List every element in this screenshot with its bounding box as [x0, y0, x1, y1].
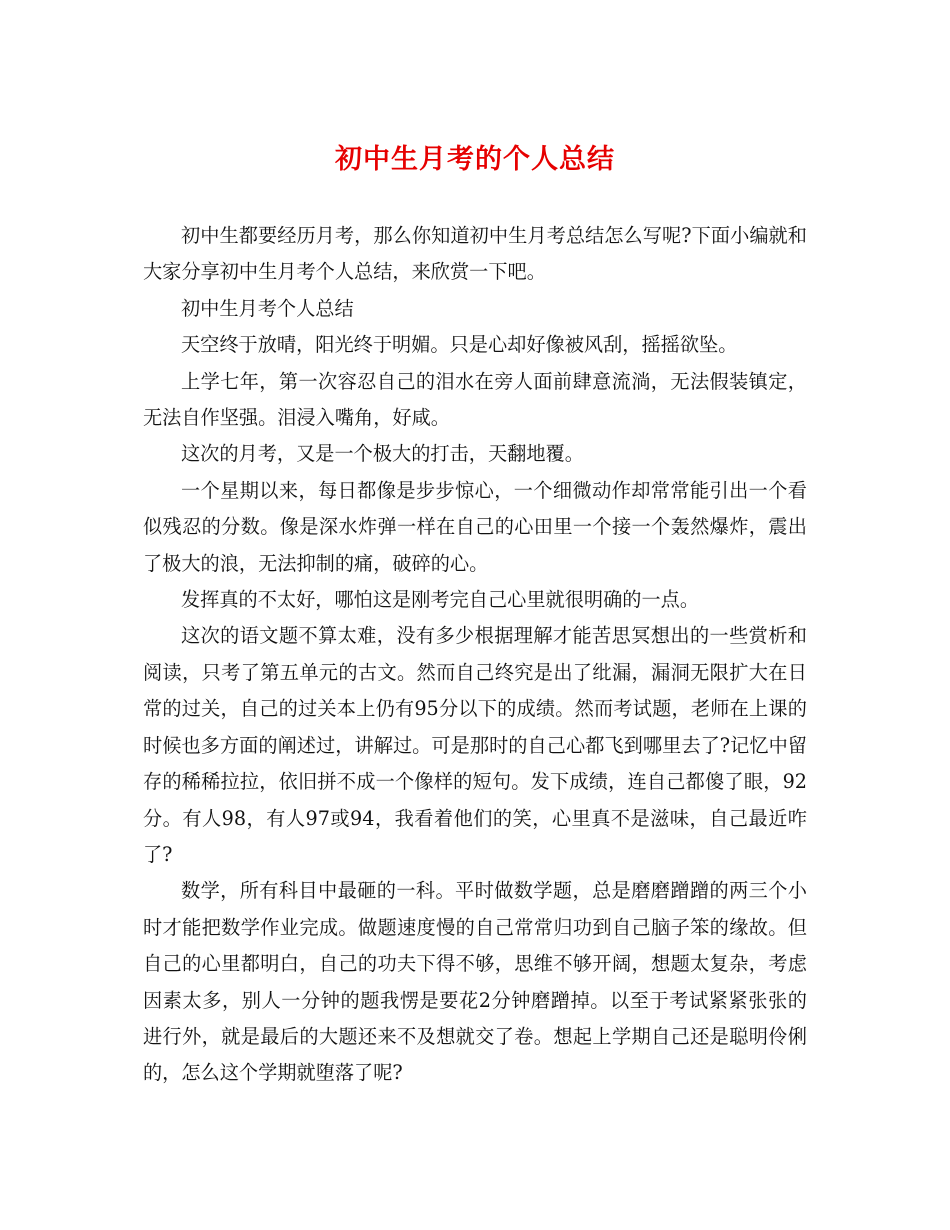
paragraph: 上学七年，第一次容忍自己的泪水在旁人面前肆意流淌，无法假装镇定，无法自作坚强。泪浸入嘴角，好咸。 — [143, 369, 807, 430]
paragraph: 数学，所有科目中最砸的一科。平时做数学题，总是磨磨蹭蹭的两三个小时才能把数学作业完成。做题速度慢的自己常常归功到自己脑子笨的缘故。但自己的心里都明白，自己的功夫下得不够，思维不够开阔，想题太复杂，考虑因素太多，别人一分钟的题我愣是要花2分钟磨蹭掉。以至于考试紧紧张张的进行外，就是最后的大题还来不及想就交了卷。想起上学期自己还是聪明伶俐的，怎么这个学期就堕落了呢? — [143, 879, 807, 1085]
paragraph: 这次的语文题不算太难，没有多少根据理解才能苦思冥想出的一些赏析和阅读，只考了第五单元的古文。然而自己终究是出了纰漏，漏洞无限扩大在日常的过关，自己的过关本上仍有95分以下的成绩。然而考试题，老师在上课的时候也多方面的阐述过，讲解过。可是那时的自己心都飞到哪里去了?记忆中留存的稀稀拉拉，依旧拼不成一个像样的短句。发下成绩，连自己都傻了眼，92分。有人98，有人97或94，我看着他们的笑，心里真不是滋味，自己最近咋了? — [143, 624, 807, 866]
paragraph: 这次的月考，又是一个极大的打击，天翻地覆。 — [181, 442, 584, 466]
paragraph: 一个星期以来，每日都像是步步惊心，一个细微动作却常常能引出一个看似残忍的分数。像是深水炸弹一样在自己的心田里一个接一个轰然爆炸，震出了极大的浪，无法抑制的痛，破碎的心。 — [143, 478, 807, 575]
document-body — [143, 218, 807, 1092]
paragraph: 天空终于放晴，阳光终于明媚。只是心却好像被风刮，摇摇欲坠。 — [181, 333, 738, 357]
paragraph-subtitle: 初中生月考个人总结 — [181, 296, 354, 320]
document-title: 初中生月考的个人总结 — [335, 144, 615, 175]
paragraph-intro: 初中生都要经历月考，那么你知道初中生月考总结怎么写呢?下面小编就和大家分享初中生月考个人总结，来欣赏一下吧。 — [143, 224, 807, 284]
paragraph: 发挥真的不太好，哪怕这是刚考完自己心里就很明确的一点。 — [181, 588, 700, 612]
